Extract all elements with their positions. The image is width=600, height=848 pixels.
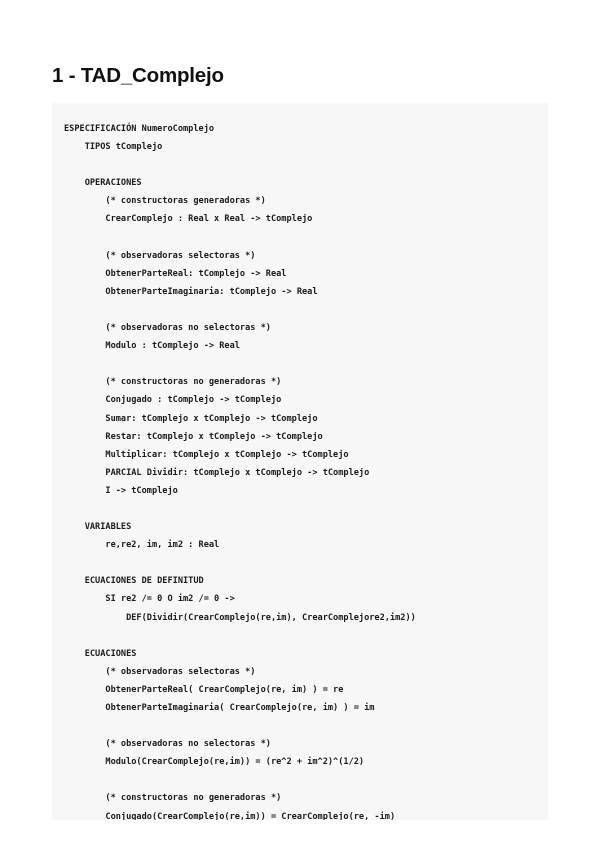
code-line: ObtenerParteImaginaria: tComplejo -> Real: [64, 286, 318, 297]
code-line: [64, 229, 416, 247]
code-line: OPERACIONES: [64, 178, 142, 189]
code-line: ECUACIONES: [64, 648, 137, 659]
code-line: (* constructoras no generadoras *): [64, 377, 282, 388]
code-line: [64, 500, 416, 518]
code-line: DEF(Dividir(CrearComplejo(re,im), CrearComplejore2,im2)): [64, 612, 416, 623]
code-line: [64, 717, 416, 735]
code-line: I -> tComplejo: [64, 485, 178, 496]
code-line: Modulo(CrearComplejo(re,im)) = (re^2 + im^2)^(1/2): [64, 757, 365, 768]
code-line: Sumar: tComplejo x tComplejo -> tComplejo: [64, 413, 318, 424]
code-line: ObtenerParteReal( CrearComplejo(re, im) ) = re: [64, 684, 344, 695]
code-line: PARCIAL Dividir: tComplejo x tComplejo -> tComplejo: [64, 467, 370, 478]
code-line: (* observadoras selectoras *): [64, 250, 256, 261]
code-line: ECUACIONES DE DEFINITUD: [64, 576, 204, 587]
code-line: (* constructoras no generadoras *): [64, 793, 282, 804]
code-line: Modulo : tComplejo -> Real: [64, 341, 240, 352]
code-line: Multiplicar: tComplejo x tComplejo -> tComplejo: [64, 449, 349, 460]
code-line: [64, 771, 416, 789]
code-line: ObtenerParteReal: tComplejo -> Real: [64, 268, 287, 279]
code-line: (* observadoras no selectoras *): [64, 323, 271, 334]
code-line: (* observadoras selectoras *): [64, 666, 256, 677]
code-line: re,re2, im, im2 : Real: [64, 540, 220, 551]
code-line: Conjugado : tComplejo -> tComplejo: [64, 395, 282, 406]
code-line: [64, 355, 416, 373]
code-line: CrearComplejo : Real x Real -> tComplejo: [64, 214, 313, 225]
code-line: [64, 627, 416, 645]
code-line: TIPOS tComplejo: [64, 142, 163, 153]
code-line: SI re2 /= 0 O im2 /= 0 ->: [64, 594, 235, 605]
code-block: [52, 103, 548, 820]
code-line: ESPECIFICACIÓN NumeroComplejo: [64, 124, 215, 134]
code-line: (* constructoras generadoras *): [64, 196, 266, 207]
page-title: 1 - TAD_Complejo: [52, 64, 224, 87]
code-line: [64, 156, 416, 174]
code-line: ObtenerParteImaginaria( CrearComplejo(re, im) ) = im: [64, 703, 375, 713]
code-line: Conjugado(CrearComplejo(re,im)) = CrearComplejo(re, -im): [64, 811, 396, 820]
code-line: VARIABLES: [64, 522, 132, 533]
code-line: [64, 554, 416, 572]
code-line: Restar: tComplejo x tComplejo -> tComplejo: [64, 431, 323, 442]
code-lines: [64, 120, 416, 820]
code-line: [64, 301, 416, 319]
code-line: (* observadoras no selectoras *): [64, 739, 271, 750]
